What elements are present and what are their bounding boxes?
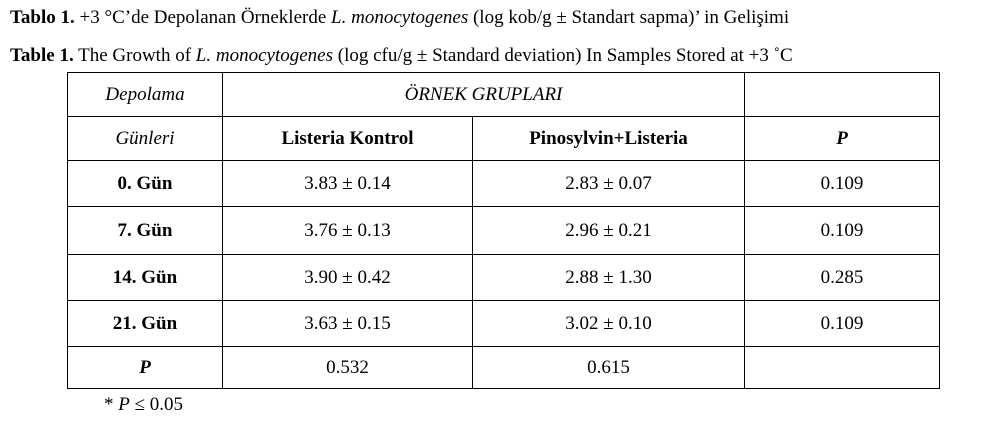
- header-row-2: [68, 117, 940, 161]
- caption-tr-text-1: +3 °C’de Depolanan Örneklerde: [74, 7, 332, 28]
- row-control: 3.76 ± 0.13: [223, 207, 473, 255]
- row-p: 0.109: [745, 301, 940, 347]
- caption-english: [10, 44, 793, 68]
- header-row-1: [68, 73, 940, 117]
- row-pinosylvin: 3.02 ± 0.10: [473, 301, 745, 347]
- row-pinosylvin: 2.96 ± 0.21: [473, 207, 745, 255]
- row-pinosylvin: 2.88 ± 1.30: [473, 255, 745, 301]
- row-control: 3.63 ± 0.15: [223, 301, 473, 347]
- caption-tr-species: L. monocytogenes: [331, 7, 469, 28]
- caption-tr-text-2: (log kob/g ± Standart sapma)’ in Gelişimi: [468, 7, 790, 28]
- footnote: [104, 394, 183, 416]
- header-groups: ÖRNEK GRUPLARI: [223, 73, 745, 117]
- p-row-label: P: [68, 347, 223, 389]
- header-p: P: [745, 117, 940, 161]
- table-row: [68, 207, 940, 255]
- row-p: 0.285: [745, 255, 940, 301]
- p-row-control: 0.532: [223, 347, 473, 389]
- footnote-prefix: *: [104, 394, 119, 415]
- row-control: 3.83 ± 0.14: [223, 161, 473, 207]
- row-day: 7. Gün: [68, 207, 223, 255]
- table-row: [68, 301, 940, 347]
- caption-en-text-2: (log cfu/g ± Standard deviation) In Samples Stored at +3 ˚C: [333, 45, 793, 66]
- caption-turkish: [10, 6, 789, 30]
- header-pinosylvin: Pinosylvin+Listeria: [473, 117, 745, 161]
- row-pinosylvin: 2.83 ± 0.07: [473, 161, 745, 207]
- p-row-pinosylvin: 0.615: [473, 347, 745, 389]
- header-days-line1: Depolama: [68, 73, 223, 117]
- header-control: Listeria Kontrol: [223, 117, 473, 161]
- row-control: 3.90 ± 0.42: [223, 255, 473, 301]
- row-p: 0.109: [745, 207, 940, 255]
- table-row: [68, 255, 940, 301]
- caption-en-label: Table 1.: [10, 45, 74, 66]
- header-empty-cell: [745, 73, 940, 117]
- caption-en-species: L. monocytogenes: [195, 45, 333, 66]
- footnote-text: ≤ 0.05: [129, 394, 184, 415]
- caption-en-text-1: The Growth of: [73, 45, 196, 66]
- footnote-symbol: P: [118, 394, 130, 415]
- row-day: 14. Gün: [68, 255, 223, 301]
- row-day: 21. Gün: [68, 301, 223, 347]
- data-table: [67, 72, 940, 389]
- header-days-line2: Günleri: [68, 117, 223, 161]
- row-p: 0.109: [745, 161, 940, 207]
- table-row: [68, 161, 940, 207]
- p-row-empty: [745, 347, 940, 389]
- p-row: [68, 347, 940, 389]
- caption-tr-label: Tablo 1.: [10, 7, 75, 28]
- row-day: 0. Gün: [68, 161, 223, 207]
